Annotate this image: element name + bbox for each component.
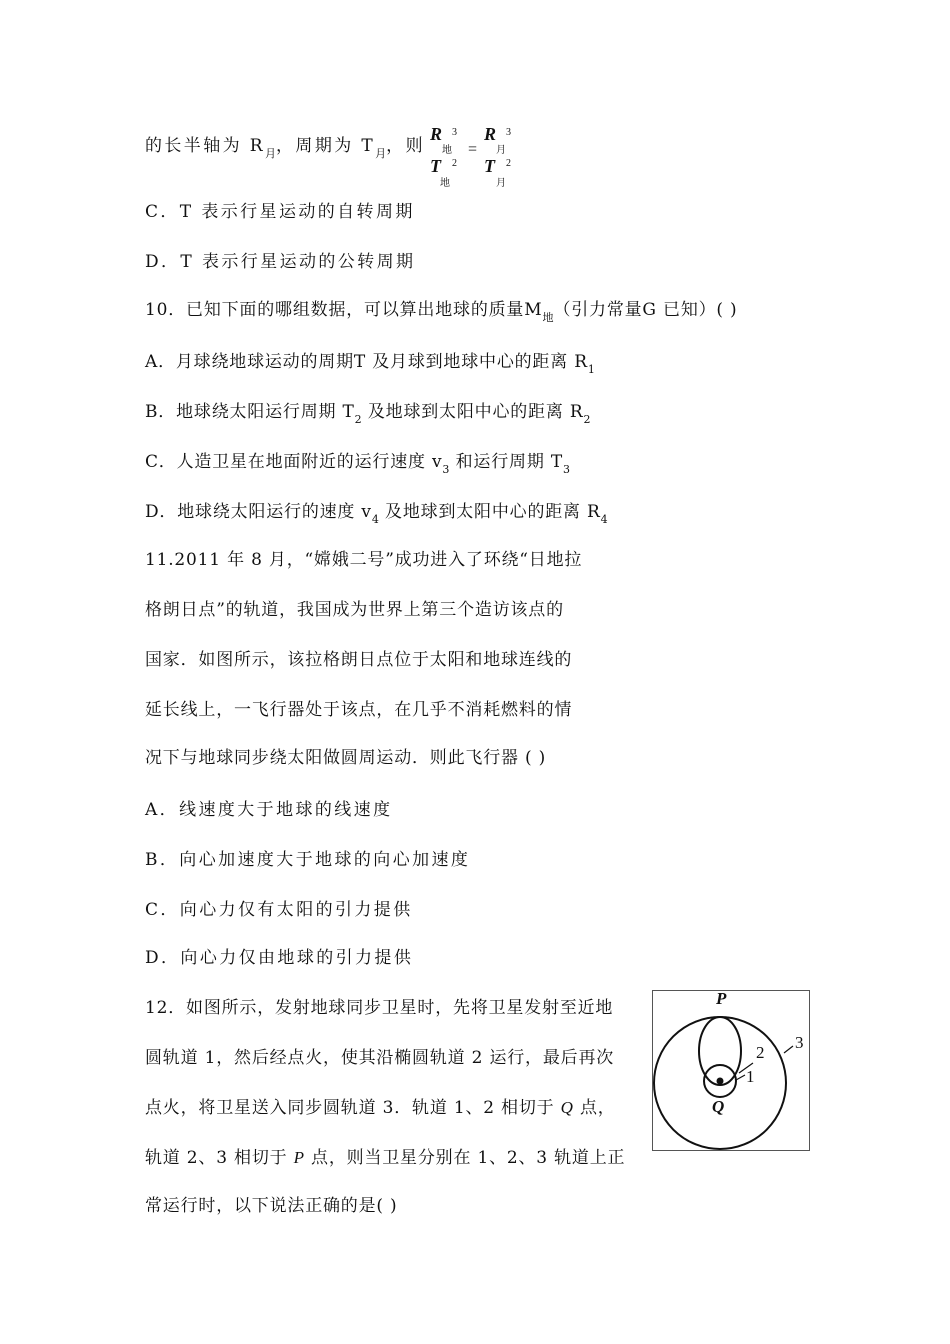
formula-subscript: 月 xyxy=(496,178,506,189)
subscript: 3 xyxy=(562,463,570,476)
point-label: P xyxy=(293,1148,305,1167)
formula-symbol: T xyxy=(484,156,495,176)
leader-line-3 xyxy=(784,1046,793,1053)
subscript: 2 xyxy=(354,413,362,426)
text-segment: B．地球绕太阳运行周期 T xyxy=(145,402,355,422)
formula-subscript: 地 xyxy=(442,145,452,156)
orbit-3-label: 3 xyxy=(795,1033,804,1052)
text-segment: 点，则当卫星分别在 1、2、3 轨道上正 xyxy=(304,1148,626,1168)
leader-line-1 xyxy=(736,1075,745,1080)
orbit-2-label: 2 xyxy=(756,1043,765,1062)
formula-subscript: 月 xyxy=(496,145,506,156)
orbit-diagram-drawing xyxy=(653,991,811,1152)
text-segment: 10．已知下面的哪组数据，可以算出地球的质量M xyxy=(145,300,543,320)
text-segment: 和运行周期 T xyxy=(449,452,563,472)
question-11-line: 延长线上，一飞行器处于该点，在几乎不消耗燃料的情 xyxy=(145,700,573,720)
question-10-option-d xyxy=(145,500,608,532)
question-12-line xyxy=(145,1096,616,1120)
earth-dot xyxy=(717,1078,724,1085)
text-segment: 的长半轴为 R xyxy=(145,136,266,156)
subscript: 2 xyxy=(583,413,591,426)
question-11-option-a: A．线速度大于地球的线速度 xyxy=(145,800,393,820)
question-11-line: 况下与地球同步绕太阳做圆周运动．则此飞行器 ( ) xyxy=(145,748,547,768)
question-10-option-a xyxy=(145,350,595,382)
orbit-diagram xyxy=(652,990,810,1151)
subscript: 4 xyxy=(371,513,379,526)
point-q-label: Q xyxy=(712,1097,725,1116)
text-segment: C．人造卫星在地面附近的运行速度 v xyxy=(145,452,443,472)
formula-symbol: R xyxy=(484,124,497,144)
option-c: C．T 表示行星运动的自转周期 xyxy=(145,202,415,222)
orbit-1-label: 1 xyxy=(746,1067,755,1086)
formula-equals: = xyxy=(468,141,478,158)
subscript: 地 xyxy=(542,311,554,324)
formula-exponent: 3 xyxy=(452,127,457,138)
question-11-line: 11.2011 年 8 月，“嫦娥二号”成功进入了环绕“日地拉 xyxy=(145,550,583,570)
formula-symbol: T xyxy=(430,156,441,176)
question-10-option-b xyxy=(145,400,590,432)
kepler-ratio-formula xyxy=(428,124,528,188)
question-11-option-c: C．向心力仅有太阳的引力提供 xyxy=(145,900,413,920)
question-10-stem xyxy=(145,298,738,330)
question-12-line: 常运行时，以下说法正确的是( ) xyxy=(145,1196,398,1216)
question-11-option-d: D．向心力仅由地球的引力提供 xyxy=(145,948,414,968)
formula-symbol: R xyxy=(430,124,443,144)
subscript: 月 xyxy=(375,147,387,160)
text-segment: 点， xyxy=(573,1098,616,1118)
question-10-option-c xyxy=(145,450,570,482)
text-segment: 轨道 2、3 相切于 xyxy=(145,1148,294,1168)
text-segment: 及地球到太阳中心的距离 R xyxy=(378,502,601,522)
subscript: 3 xyxy=(442,463,450,476)
text-segment: 点火，将卫星送入同步圆轨道 3．轨道 1、2 相切于 xyxy=(145,1098,561,1118)
question-11-line: 格朗日点”的轨道，我国成为世界上第三个造访该点的 xyxy=(145,600,564,620)
question-12-line: 圆轨道 1，然后经点火，使其沿椭圆轨道 2 运行，最后再次 xyxy=(145,1048,615,1068)
subscript: 月 xyxy=(265,147,277,160)
subscript: 1 xyxy=(587,363,595,376)
text-segment: A．月球绕地球运动的周期T 及月球到地球中心的距离 R xyxy=(145,352,588,372)
formula-exponent: 2 xyxy=(506,158,511,169)
question-11-option-b: B．向心加速度大于地球的向心加速度 xyxy=(145,850,471,870)
question-11-line: 国家．如图所示，该拉格朗日点位于太阳和地球连线的 xyxy=(145,650,573,670)
text-segment: ，周期为 T xyxy=(276,136,376,156)
continued-text-line xyxy=(145,134,425,166)
point-label: Q xyxy=(560,1098,574,1117)
text-segment: （引力常量G 已知）( ) xyxy=(553,300,738,320)
formula-subscript: 地 xyxy=(440,178,450,189)
formula-exponent: 3 xyxy=(506,127,511,138)
point-p-label: P xyxy=(716,989,727,1008)
subscript: 4 xyxy=(600,513,608,526)
text-segment: D．地球绕太阳运行的速度 v xyxy=(145,502,372,522)
formula-exponent: 2 xyxy=(452,158,457,169)
question-12-line: 12．如图所示，发射地球同步卫星时，先将卫星发射至近地 xyxy=(145,998,614,1018)
text-segment: ，则 xyxy=(386,136,425,156)
option-d: D．T 表示行星运动的公转周期 xyxy=(145,252,416,272)
question-12-line xyxy=(145,1146,625,1170)
text-segment: 及地球到太阳中心的距离 R xyxy=(361,402,584,422)
